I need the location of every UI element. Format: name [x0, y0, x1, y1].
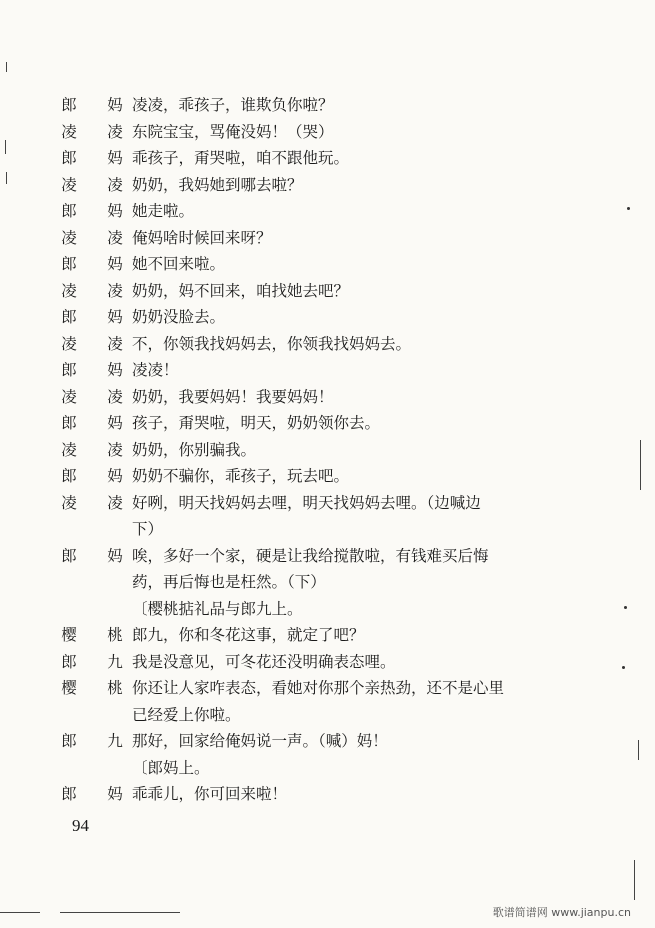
speaker-char: 郎 — [61, 149, 77, 167]
speaker-char: 凌 — [61, 440, 77, 459]
speech-continuation: 下） — [132, 520, 164, 538]
speaker-char: 妈 — [107, 255, 123, 273]
speech-text: 你还让人家咋表态，看她对你那个亲热劲，还不是心里 — [132, 679, 505, 697]
dialogue-line — [60, 622, 560, 649]
speaker-char: 樱 — [61, 679, 77, 697]
speaker-char: 郎 — [61, 546, 77, 565]
speech-text: 那好，回家给俺妈说一声。（喊）妈！ — [132, 732, 388, 750]
dialogue-line — [60, 278, 560, 305]
speech-text: 她走啦。 — [132, 202, 195, 220]
speaker-name — [60, 357, 124, 384]
speaker-name — [60, 728, 124, 755]
stage-direction: 〔郎妈上。 — [132, 758, 210, 777]
speech-text: 凌凌，乖孩子，谁欺负你啦？ — [132, 96, 334, 114]
dialogue-line — [60, 781, 560, 808]
speaker-char: 桃 — [107, 626, 123, 644]
speech-text: 奶奶，妈不回来，咱找她去吧？ — [132, 281, 350, 300]
speaker-name — [60, 649, 124, 676]
dialogue-line — [60, 596, 560, 623]
speech-continuation: 药，再后悔也是枉然。（下） — [132, 573, 326, 591]
speaker-char: 妈 — [107, 361, 123, 379]
speaker-char: 凌 — [107, 281, 123, 300]
dialogue-line — [60, 119, 560, 146]
speaker-char: 凌 — [61, 281, 77, 300]
scan-mark — [60, 912, 180, 913]
speaker-name — [60, 622, 124, 649]
speaker-char: 妈 — [107, 467, 123, 485]
speaker-name — [60, 145, 124, 172]
speech-text: 奶奶不骗你，乖孩子，玩去吧。 — [132, 467, 350, 485]
stage-direction: 〔樱桃掂礼品与郎九上。 — [132, 599, 303, 618]
speaker-char: 郎 — [61, 96, 77, 114]
speech-text: 好咧，明天找妈妈去哩，明天找妈妈去哩。（边喊边 — [132, 493, 481, 512]
scan-mark — [634, 860, 635, 900]
speech-text: 我是没意见，可冬花还没明确表态哩。 — [132, 652, 396, 671]
speaker-char: 桃 — [107, 679, 123, 697]
speech-text: 奶奶，我妈她到哪去啦？ — [132, 175, 303, 194]
speaker-char: 郎 — [61, 467, 77, 485]
speaker-char: 郎 — [61, 785, 77, 803]
speaker-char: 凌 — [61, 122, 77, 141]
speech-text: 乖孩子，甭哭啦，咱不跟他玩。 — [132, 149, 350, 167]
speaker-name — [60, 384, 124, 411]
speaker-name — [60, 225, 124, 252]
dialogue-line — [60, 728, 560, 755]
speaker-char: 郎 — [61, 361, 77, 379]
dialogue-line — [60, 516, 560, 543]
speaker-char: 妈 — [107, 149, 123, 167]
dialogue-line — [60, 490, 560, 517]
speaker-char: 妈 — [107, 546, 123, 565]
speech-text: 俺妈啥时候回来呀？ — [132, 228, 272, 247]
speaker-char: 九 — [107, 732, 123, 750]
speaker-char: 九 — [107, 652, 123, 671]
speaker-name — [60, 490, 124, 517]
speaker-name — [60, 410, 124, 437]
page-number: 94 — [72, 816, 89, 835]
dialogue-block — [60, 92, 560, 808]
speech-text: 孩子，甭哭啦，明天，奶奶领你去。 — [132, 414, 381, 432]
speaker-name — [60, 119, 124, 146]
dialogue-line — [60, 569, 560, 596]
dialogue-line — [60, 463, 560, 490]
speaker-char: 郎 — [61, 652, 77, 671]
speaker-name — [60, 198, 124, 225]
scan-dot — [622, 666, 625, 669]
speaker-char: 妈 — [107, 202, 123, 220]
speaker-char: 凌 — [61, 228, 77, 247]
scan-mark — [5, 140, 6, 154]
speech-text: 东院宝宝，骂俺没妈！（哭） — [132, 122, 334, 141]
dialogue-line — [60, 172, 560, 199]
speaker-char: 妈 — [107, 96, 123, 114]
speaker-char: 凌 — [61, 387, 77, 406]
scan-mark — [640, 440, 641, 490]
dialogue-line — [60, 384, 560, 411]
speaker-char: 凌 — [107, 228, 123, 247]
dialogue-line — [60, 410, 560, 437]
speaker-name — [60, 781, 124, 808]
speaker-char: 凌 — [61, 334, 77, 353]
scan-mark — [6, 172, 7, 184]
dialogue-line — [60, 755, 560, 782]
speech-text: 不，你领我找妈妈去，你领我找妈妈去。 — [132, 334, 412, 353]
dialogue-line — [60, 675, 560, 702]
speaker-char: 凌 — [107, 175, 123, 194]
speaker-name — [60, 331, 124, 358]
speaker-char: 樱 — [61, 626, 77, 644]
scan-mark — [0, 912, 40, 913]
scan-mark — [638, 740, 639, 760]
dialogue-line — [60, 304, 560, 331]
scan-dot — [627, 207, 630, 210]
speaker-name — [60, 437, 124, 464]
speaker-char: 凌 — [107, 122, 123, 141]
speaker-char: 郎 — [61, 255, 77, 273]
speaker-char: 妈 — [107, 785, 123, 803]
dialogue-line — [60, 357, 560, 384]
speaker-name — [60, 463, 124, 490]
scan-dot — [624, 606, 627, 609]
speech-text: 奶奶，我要妈妈！我要妈妈！ — [132, 387, 334, 406]
dialogue-line — [60, 145, 560, 172]
dialogue-line — [60, 92, 560, 119]
speech-continuation: 已经爱上你啦。 — [132, 705, 241, 724]
dialogue-line — [60, 437, 560, 464]
dialogue-line — [60, 198, 560, 225]
speaker-name — [60, 304, 124, 331]
speaker-char: 妈 — [107, 308, 123, 326]
dialogue-line — [60, 225, 560, 252]
speech-text: 唉，多好一个家，硬是让我给搅散啦，有钱难买后悔 — [132, 546, 489, 565]
speaker-char: 郎 — [61, 308, 77, 326]
speech-text: 奶奶没脸去。 — [132, 308, 226, 326]
speech-text: 乖乖儿，你可回来啦！ — [132, 785, 288, 803]
speaker-name — [60, 92, 124, 119]
speaker-char: 凌 — [107, 387, 123, 406]
dialogue-line — [60, 702, 560, 729]
speech-text: 凌凌！ — [132, 361, 179, 379]
speech-text: 奶奶，你别骗我。 — [132, 440, 257, 459]
speaker-name — [60, 251, 124, 278]
speaker-name — [60, 675, 124, 702]
speech-text: 郎九，你和冬花这事，就定了吧？ — [132, 626, 365, 644]
speaker-char: 妈 — [107, 414, 123, 432]
speaker-char: 郎 — [61, 414, 77, 432]
dialogue-line — [60, 543, 560, 570]
speaker-char: 凌 — [61, 493, 77, 512]
speaker-char: 郎 — [61, 732, 77, 750]
speaker-name — [60, 172, 124, 199]
dialogue-line — [60, 331, 560, 358]
speaker-char: 凌 — [61, 175, 77, 194]
speaker-char: 凌 — [107, 440, 123, 459]
scan-mark — [6, 62, 7, 72]
speaker-char: 郎 — [61, 202, 77, 220]
speaker-char: 凌 — [107, 493, 123, 512]
speaker-name — [60, 278, 124, 305]
speech-text: 她不回来啦。 — [132, 255, 226, 273]
speaker-char: 凌 — [107, 334, 123, 353]
dialogue-line — [60, 251, 560, 278]
speaker-name — [60, 543, 124, 570]
dialogue-line — [60, 649, 560, 676]
watermark: 歌谱简谱网 www.jianpu.cn — [492, 906, 631, 919]
